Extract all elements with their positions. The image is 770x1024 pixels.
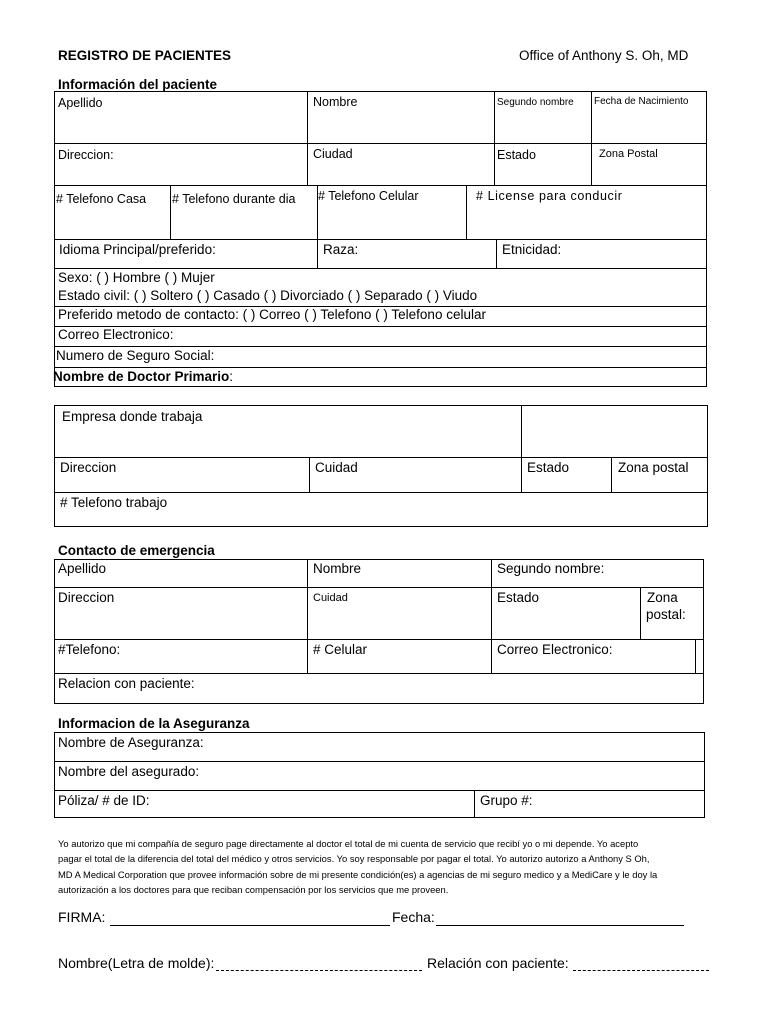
apellido-field[interactable]: Apellido bbox=[58, 96, 103, 110]
zona-postal-field[interactable]: Zona Postal bbox=[599, 148, 658, 160]
authorization-line: MD A Medical Corporation que provee información sobre de mi presente condición(es) a agencias de mi seguro medico y a MediCare y le doy la bbox=[58, 868, 658, 880]
insurance-section-title: Informacion de la Aseguranza bbox=[58, 716, 250, 731]
doctor-primario-field[interactable] bbox=[53, 369, 233, 384]
empleo-direccion-field[interactable]: Direccion bbox=[60, 460, 117, 475]
idioma-field[interactable]: Idioma Principal/preferido: bbox=[59, 242, 216, 257]
nombre-aseguranza-field[interactable]: Nombre de Aseguranza: bbox=[58, 735, 204, 750]
emergencia-correo-field[interactable]: Correo Electronico: bbox=[497, 642, 613, 657]
seguro-social-field[interactable]: Numero de Seguro Social: bbox=[56, 348, 215, 363]
nombre-field[interactable]: Nombre bbox=[313, 95, 358, 109]
raza-field[interactable]: Raza: bbox=[323, 242, 359, 257]
authorization-text bbox=[58, 836, 718, 898]
empresa-field[interactable]: Empresa donde trabaja bbox=[62, 409, 203, 424]
telefono-dia-field[interactable]: # Telefono durante dia bbox=[172, 192, 296, 206]
estado-field[interactable]: Estado bbox=[497, 148, 536, 162]
etnicidad-field[interactable]: Etnicidad: bbox=[502, 242, 562, 257]
relacion-label: Relación con paciente: bbox=[427, 955, 569, 971]
license-field[interactable]: # License para conducir bbox=[476, 189, 623, 203]
empleo-zona-postal-field[interactable]: Zona postal bbox=[618, 460, 689, 475]
patient-section-title: Información del paciente bbox=[58, 77, 218, 92]
fecha-line[interactable] bbox=[436, 925, 684, 926]
metodo-contacto-options[interactable]: Preferido metodo de contacto: ( ) Correo ( ) Telefono ( ) Telefono celular bbox=[58, 307, 486, 322]
grupo-field[interactable]: Grupo #: bbox=[480, 793, 533, 808]
firma-label: FIRMA: bbox=[58, 909, 106, 925]
authorization-line: Yo autorizo que mi compañía de seguro page directamente al doctor el total de mi cuenta de servicio que recibí yo o mi depende. Yo acepto bbox=[58, 838, 639, 849]
emergencia-nombre-field[interactable]: Nombre bbox=[313, 561, 362, 576]
emergencia-celular-field[interactable]: # Celular bbox=[313, 642, 368, 657]
telefono-celular-field[interactable]: # Telefono Celular bbox=[318, 189, 419, 203]
doctor-primario-label: Nombre de Doctor Primario bbox=[53, 369, 230, 384]
sexo-options[interactable]: Sexo: ( ) Hombre ( ) Mujer bbox=[58, 270, 215, 285]
estado-civil-options[interactable]: Estado civil: ( ) Soltero ( ) Casado ( ) Divorciado ( ) Separado ( ) Viudo bbox=[58, 288, 478, 303]
emergencia-estado-field[interactable]: Estado bbox=[497, 590, 540, 605]
relacion-line[interactable] bbox=[573, 970, 709, 971]
correo-field[interactable]: Correo Electronico: bbox=[58, 327, 174, 342]
nombre-asegurado-field[interactable]: Nombre del asegurado: bbox=[58, 764, 200, 779]
telefono-trabajo-field[interactable]: # Telefono trabajo bbox=[60, 495, 168, 510]
segundo-nombre-field[interactable]: Segundo nombre bbox=[497, 97, 574, 108]
doctor-primario-colon: : bbox=[229, 369, 234, 384]
empleo-estado-field[interactable]: Estado bbox=[527, 460, 570, 475]
emergencia-zona-label[interactable]: Zona bbox=[647, 590, 678, 605]
emergency-section-title: Contacto de emergencia bbox=[58, 543, 215, 558]
fecha-nacimiento-field[interactable]: Fecha de Nacimiento bbox=[594, 96, 689, 107]
nombre-molde-line[interactable] bbox=[216, 970, 422, 971]
authorization-line: autorización a los doctores para que reciban compensación por los servicios que me proveen. bbox=[58, 884, 449, 896]
emergencia-cuidad-field[interactable]: Cuidad bbox=[313, 592, 348, 604]
nombre-molde-label: Nombre(Letra de molde): bbox=[58, 955, 215, 971]
ciudad-field[interactable]: Ciudad bbox=[313, 147, 353, 161]
firma-line[interactable] bbox=[110, 925, 390, 926]
empleo-cuidad-field[interactable]: Cuidad bbox=[315, 460, 358, 475]
telefono-casa-field[interactable]: # Telefono Casa bbox=[56, 192, 147, 206]
emergencia-apellido-field[interactable]: Apellido bbox=[58, 561, 107, 576]
relacion-paciente-field[interactable]: Relacion con paciente: bbox=[58, 676, 195, 691]
form-title: REGISTRO DE PACIENTES bbox=[58, 48, 232, 63]
authorization-line: pagar el total de la diferencia del total del médico y otros servicios. Yo soy responsable por pagar el total. Yo autorizo autorizo a Anthony S Oh, bbox=[58, 853, 650, 865]
fecha-label: Fecha: bbox=[392, 909, 435, 925]
emergencia-postal-label: postal: bbox=[646, 607, 686, 622]
emergencia-telefono-field[interactable]: #Telefono: bbox=[58, 642, 121, 657]
emergencia-segundo-nombre-field[interactable]: Segundo nombre: bbox=[497, 561, 605, 576]
poliza-id-field[interactable]: Póliza/ # de ID: bbox=[58, 793, 150, 808]
office-name: Office of Anthony S. Oh, MD bbox=[519, 48, 689, 63]
direccion-field[interactable]: Direccion: bbox=[58, 148, 114, 162]
emergencia-direccion-field[interactable]: Direccion bbox=[58, 590, 115, 605]
